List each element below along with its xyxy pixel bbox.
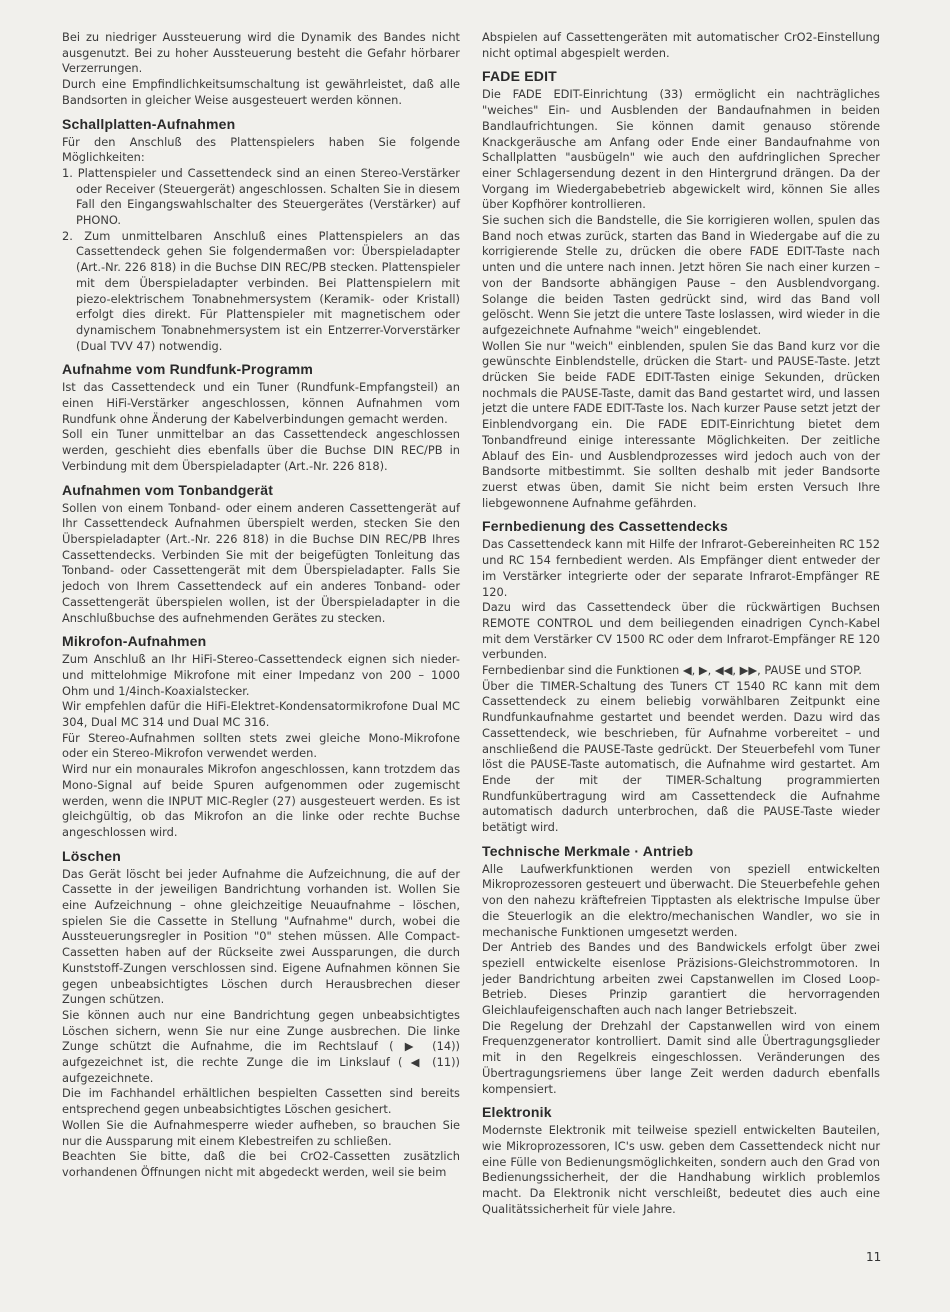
paragraph: Fernbedienbar sind die Funktionen ◀, ▶, ◀◀, ▶▶, PAUSE und STOP.	[482, 663, 862, 678]
paragraph: Alle Laufwerkfunktionen werden von speziell entwickelten Mikroprozessoren gesteuert und überwacht. Die Steuerbefehle gehen von den nahezu kräftefreien Tipptasten als elektrische Impulse über die Steuerlogik an die elektro/mechanischen Wandler, wo sie in mechanische Funktionen umgesetzt werden.	[482, 861, 880, 939]
paragraph: Das Cassettendeck kann mit Hilfe der Infrarot-Gebereinheiten RC 152 und RC 154 fernbedient werden. Als Empfänger dient entweder der im Verstärker integrierte oder der separate Infrarot-Empfänger RE 120.	[482, 537, 880, 599]
intro-paragraph: Bei zu niedriger Aussteuerung wird die Dynamik des Bandes nicht ausgenutzt. Bei zu hoher Aussteuerung besteht die Gefahr hörbarer Verzerrungen.	[62, 30, 460, 76]
paragraph: Wird nur ein monaurales Mikrofon angeschlossen, kann trotzdem das Mono-Signal auf beide Spuren aufgenommen oder zugemischt werden, wenn die INPUT MIC-Regler (27) ausgesteuert werden. Es ist gleichgültig, ob das Mikrofon an die linke oder rechte Buchse angeschlossen wird.	[62, 762, 460, 839]
paragraph: Der Antrieb des Bandes und des Bandwickels erfolgt über zwei speziell entwickelte eisenlose Präzisions-Gleichstrommotoren. In jeder Bandrichtung arbeiten zwei Capstanwellen im Closed Loop-Betrieb. Dieses Prinzip garantiert die hervorragenden Gleichlaufeigenschaften auch nach langer Betriebszeit.	[482, 940, 880, 1018]
paragraph: Modernste Elektronik mit teilweise speziell entwickelten Bauteilen, wie Mikroprozessoren, IC's usw. geben dem Cassettendeck nicht nur eine Fülle von Bedienungsmöglichkeiten, sondern auch den Grad von Bedienungssicherheit, der die Handhabung wirklich problemlos macht. Da Elektronik nicht verschleißt, bedeutet dies auch eine Qualitätssicherheit für viele Jahre.	[482, 1123, 880, 1216]
continued-paragraph: Abspielen auf Cassettengeräten mit automatischer CrO2-Einstellung nicht optimal abgespielt werden.	[482, 30, 880, 60]
heading-fernbedienung: Fernbedienung des Cassettendecks	[482, 518, 729, 535]
paragraph: Für Stereo-Aufnahmen sollten stets zwei gleiche Mono-Mikrofone oder ein Stereo-Mikrofon verwendet werden.	[62, 730, 460, 761]
left-column	[62, 30, 460, 1181]
paragraph: Die im Fachhandel erhältlichen bespielten Cassetten sind bereits entsprechend gegen unbeabsichtigtes Löschen gesichert.	[62, 1086, 460, 1117]
heading-rundfunk: Aufnahme vom Rundfunk-Programm	[62, 361, 314, 378]
right-column	[482, 30, 880, 1218]
heading-mikrofon: Mikrofon-Aufnahmen	[62, 633, 207, 650]
paragraph: Wollen Sie die Aufnahmesperre wieder aufheben, so brauchen Sie nur die Aussparung mit einem Klebestreifen zu schließen.	[62, 1117, 460, 1148]
heading-loeschen: Löschen	[62, 847, 121, 864]
list-item: 1. Plattenspieler und Cassettendeck sind an einen Stereo-Verstärker oder Receiver (Steuergerät) angeschlossen. Schalten Sie in diesem Fall den Eingangswahlschalter des Steuergerätes (Verstärker) auf PHONO.	[62, 165, 460, 228]
list-item: 2. Zum unmittelbaren Anschluß eines Plattenspielers an das Cassettendeck gehen Sie folgendermaßen vor: Überspieladapter (Art.-Nr. 226 818) in die Buchse DIN REC/PB stecken. Plattenspieler mit dem Überspieladapter verbinden. Bei Plattenspielern mit piezo-elektrischem Tonabnehmersystem (Keramik- oder Kristall) erfolgt dies direkt. Für Plattenspieler mit magnetischem oder dynamischem Tonabnehmersystem ist ein Entzerrer-Vorverstärker (Dual TVV 47) notwendig.	[62, 228, 460, 353]
paragraph: Sie suchen sich die Bandstelle, die Sie korrigieren wollen, spulen das Band noch etwas zurück, starten das Band in Wiedergabe auf die zu korrigierende Stelle zu, drücken die obere FADE EDIT-Taste nach unten und die untere nach innen. Jetzt hören Sie nach einer kurzen – von der Bandsorte abhängigen Pause – den Ausblendvorgang. Solange die beiden Tasten gedrückt sind, wird das Band voll gelöscht. Wenn Sie jetzt die untere Taste loslassen, wird wieder in die aufgezeichnete Aufnahme "weich" eingeblendet.	[482, 213, 880, 337]
paragraph: Sollen von einem Tonband- oder einem anderen Cassettengerät auf Ihr Cassettendeck Aufnahmen überspielt werden, stecken Sie den Überspieladapter (Art.-Nr. 226 818) in die Buchse DIN REC/PB Ihres Cassettendecks. Verbinden Sie mit der beigefügten Tonleitung das Tonband- oder Cassettengerät mit dem Überspieladapter. Falls Sie jedoch von Ihrem Cassettendeck auf ein anderes Tonband- oder Cassettengerät überspielen wollen, ist der Überspieladapter in die Anschlußbuchse des aufnehmenden Gerätes zu stecken.	[62, 500, 460, 625]
paragraph: Ist das Cassettendeck und ein Tuner (Rundfunk-Empfangsteil) an einen HiFi-Verstärker angeschlossen, können Aufnahmen vom Rundfunk ohne Änderung der Kabelverbindungen gemacht werden.	[62, 380, 460, 426]
paragraph: Die Regelung der Drehzahl der Capstanwellen wird von einem Frequenzgenerator kontrolliert. Damit sind alle Übertragungsglieder mit in den Regelkreis eingeschlossen. Veränderungen des Übertragungsriemens über lange Zeit werden dadurch ebenfalls kompensiert.	[482, 1018, 880, 1096]
heading-technische-merkmale: Technische Merkmale · Antrieb	[482, 842, 694, 859]
paragraph: Die FADE EDIT-Einrichtung (33) ermöglicht ein nachträgliches "weiches" Ein- und Ausblenden der Bandaufnahmen in beiden Bandlaufrichtungen. Sie können damit genauso störende Knackgeräusche am Anfang oder Ende einer Bandaufnahme von Schallplatten "ausbügeln" wie auch den aufdringlichen Sprecher einer Schlagersendung dezent in den Hintergrund drängen. Da der Vorgang im Wiedergabebetrieb abgewickelt wird, können Sie alles über Kopfhörer kontrollieren.	[482, 87, 880, 212]
paragraph: Das Gerät löscht bei jeder Aufnahme die Aufzeichnung, die auf der Cassette in der jeweiligen Bandrichtung vorhanden ist. Wollen Sie eine Aufzeichnung – ohne gleichzeitige Neuaufnahme – löschen, spielen Sie die Cassette in Stellung "Aufnahme" durch, wobei die Aussteuerungsregler in Position "0" stehen müssen. Alle Compact-Cassetten haben auf der Rückseite zwei Aussparungen, die durch Kunststoff-Zungen verschlossen sind. Eigene Aufnahmen können Sie gegen unbeabsichtigtes Löschen durch Herausbrechen dieser Zungen schützen.	[62, 866, 460, 1007]
paragraph: Wollen Sie nur "weich" einblenden, spulen Sie das Band kurz vor die gewünschte Einblendstelle, drücken die Start- und PAUSE-Taste. Jetzt drücken Sie beide FADE EDIT-Tasten einige Sekunden, drücken nochmals die PAUSE-Taste, damit das Band gestartet wird, und lassen jetzt die untere FADE EDIT-Taste los. Nach kurzer Pause setzt jetzt der Einblendvorgang ein. Die FADE EDIT-Einrichtung bietet dem Tonbandfreund einige interessante Möglichkeiten. Der zeitliche Ablauf des Ein- und Ausblendprozesses wird jedoch auch von der Bandsorte mitbestimmt. Sie sollten deshalb mit jeder Bandsorte zuerst etwas üben, damit Sie nicht beim ersten Versuch Ihre liebgewonnene Aufnahme gefährden.	[482, 338, 880, 510]
paragraph: Dazu wird das Cassettendeck über die rückwärtigen Buchsen REMOTE CONTROL und dem beiliegenden einadrigen Cynch-Kabel mit dem Verstärker CV 1500 RC oder dem Infrarot-Empfänger RE 120 verbunden.	[482, 600, 880, 662]
paragraph: Soll ein Tuner unmittelbar an das Cassettendeck angeschlossen werden, geschieht dies ebenfalls über die Buchse DIN REC/PB in Verbindung mit dem Überspieladapter (Art.-Nr. 226 818).	[62, 427, 460, 473]
paragraph: Über die TIMER-Schaltung des Tuners CT 1540 RC kann mit dem Cassettendeck zu einem beliebig vorwählbaren Zeitpunkt eine Rundfunkaufnahme gestartet und beendet werden. Dazu wird das Cassettendeck, wie beschrieben, für Aufnahme vorbereitet – und anschließend die PAUSE-Taste gedrückt. Der Steuerbefehl vom Tuner löst die PAUSE-Taste automatisch, die Aufnahme wird gestartet. Am Ende der mit der TIMER-Schaltung programmierten Rundfunkübertragung wird am Cassettendeck die Aufnahme automatisch dadurch unterbrochen, daß die PAUSE-Taste wieder betätigt wird.	[482, 678, 880, 835]
paragraph: Zum Anschluß an Ihr HiFi-Stereo-Cassettendeck eignen sich nieder- und mittelohmige Mikrofone mit einer Impedanz von 200 – 1000 Ohm und 1/4inch-Koaxialstecker.	[62, 652, 460, 698]
paragraph: Für den Anschluß des Plattenspielers haben Sie folgende Möglichkeiten:	[62, 134, 460, 165]
heading-elektronik: Elektronik	[482, 1104, 552, 1121]
page-number: 11	[866, 1250, 882, 1264]
heading-fade-edit: FADE EDIT	[482, 68, 557, 85]
paragraph: Wir empfehlen dafür die HiFi-Elektret-Kondensatormikrofone Dual MC 304, Dual MC 314 und Dual MC 316.	[62, 699, 460, 730]
intro-paragraph: Durch eine Empfindlichkeitsumschaltung ist gewährleistet, daß alle Bandsorten in gleicher Weise ausgesteuert werden können.	[62, 77, 460, 107]
paragraph: Beachten Sie bitte, daß die bei CrO2-Cassetten zusätzlich vorhandenen Öffnungen nicht mit abgedeckt werden, weil sie beim	[62, 1149, 460, 1179]
heading-schallplatten: Schallplatten-Aufnahmen	[62, 115, 236, 132]
heading-tonbandgeraet: Aufnahmen vom Tonbandgerät	[62, 481, 274, 498]
paragraph: Sie können auch nur eine Bandrichtung gegen unbeabsichtigtes Löschen sichern, wenn Sie nur eine Zunge ausbrechen. Die linke Zunge schützt die Aufnahme, die im Rechtslauf ( ▶ (14)) aufgezeichnet ist, die rechte Zunge die im Linkslauf ( ◀ (11)) aufgezeichnete.	[62, 1007, 460, 1085]
